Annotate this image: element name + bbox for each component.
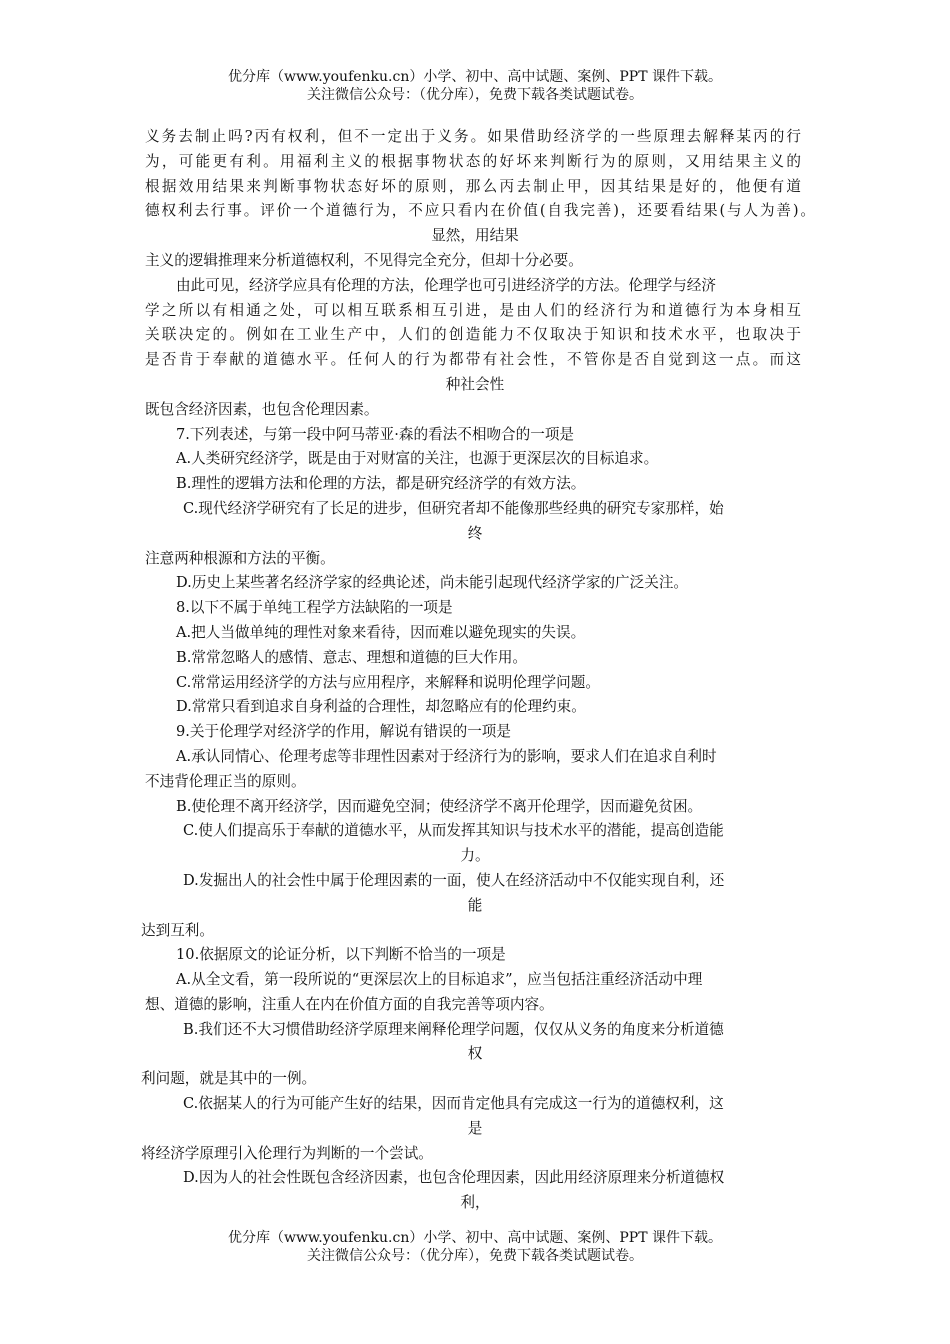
question-7: 7.下列表述，与第一段中阿马蒂亚·森的看法不相吻合的一项是 — [176, 425, 575, 443]
header-line-1: 优分库（www.youfenku.cn）小学、初中、高中试题、案例、PPT 课件下载。 — [227, 69, 722, 85]
text-line: 注意两种根源和方法的平衡。 — [145, 549, 335, 567]
option-a: A.从全文看，第一段所说的“更深层次上的目标追求”，应当包括注重经济活动中理 — [176, 971, 703, 989]
footer-line-1: 优分库（www.youfenku.cn）小学、初中、高中试题、案例、PPT 课件下载。 — [227, 1230, 722, 1246]
text-line: 关联决定的。例如在工业生产中，人们的创造能力不仅取决于知识和技术水平，也取决于 — [145, 326, 801, 344]
text-line: 是 — [467, 1119, 483, 1137]
text-line: 学之所以有相通之处，可以相互联系相互引进，是由人们的经济行为和道德行为本身相互 — [145, 301, 801, 319]
option-a: A.把人当做单纯的理性对象来看待，因而难以避免现实的失误。 — [176, 623, 586, 641]
text-line: 将经济学原理引入伦理行为判断的一个尝试。 — [141, 1144, 433, 1162]
page-header — [0, 68, 950, 104]
question-8: 8.以下不属于单纯工程学方法缺陷的一项是 — [176, 599, 453, 617]
option-b: B.使伦理不离开经济学，因而避免空洞；使经济学不离开伦理学，因而避免贫困。 — [176, 797, 703, 815]
option-a: A.承认同情心、伦理考虑等非理性因素对于经济行为的影响，要求人们在追求自利时 — [176, 747, 717, 765]
text-line: 既包含经济因素，也包含伦理因素。 — [145, 400, 379, 418]
text-line: 利， — [460, 1194, 490, 1212]
option-b: B.我们还不大习惯借助经济学原理来阐释伦理学问题，仅仅从义务的角度来分析道德 — [183, 1020, 724, 1038]
text-line: 想、道德的影响，注重人在内在价值方面的自我完善等项内容。 — [145, 995, 554, 1013]
option-c: C.使人们提高乐于奉献的道德水平，从而发挥其知识与技术水平的潜能，提高创造能 — [183, 822, 724, 840]
text-line: 为，可能更有利。用福利主义的根据事物状态的好坏来判断行为的原则，又用结果主义的 — [145, 152, 801, 170]
page-footer — [0, 1229, 950, 1265]
option-d: D.因为人的社会性既包含经济因素，也包含伦理因素，因此用经济原理来分析道德权 — [183, 1169, 725, 1187]
text-line: 是否肯于奉献的道德水平。任何人的行为都带有社会性，不管你是否自觉到这一点。而这 — [145, 351, 801, 369]
option-d: D.历史上某些著名经济学家的经典论述，尚未能引起现代经济学家的广泛关注。 — [176, 574, 689, 592]
text-line: 利问题，就是其中的一例。 — [141, 1070, 317, 1088]
text-line: 主义的逻辑推理来分析道德权利，不见得完全充分，但却十分必要。 — [145, 251, 583, 269]
text-line: 义务去制止吗?丙有权利，但不一定出于义务。如果借助经济学的一些原理去解释某丙的行 — [145, 128, 801, 145]
option-b: B.常常忽略人的感情、意志、理想和道德的巨大作用。 — [176, 648, 528, 666]
text-line: 力。 — [460, 847, 490, 865]
option-d: D.发掘出人的社会性中属于伦理因素的一面，使人在经济活动中不仅能实现自利，还 — [183, 871, 725, 889]
text-line: 终 — [467, 524, 483, 542]
paragraph-start: 由此可见，经济学应具有伦理的方法，伦理学也可引进经济学的方法。伦理学与经济 — [176, 276, 716, 294]
text-line: 达到互利。 — [141, 921, 214, 939]
document-body — [0, 125, 950, 1216]
question-10: 10.依据原文的论证分析，以下判断不恰当的一项是 — [176, 946, 506, 964]
option-b: B.理性的逻辑方法和伦理的方法，都是研究经济学的有效方法。 — [176, 475, 586, 493]
header-line-2: 关注微信公众号：（优分库），免费下载各类试题试卷。 — [307, 87, 643, 103]
question-9: 9.关于伦理学对经济学的作用，解说有错误的一项是 — [176, 723, 511, 741]
text-line: 权 — [467, 1045, 483, 1063]
footer-line-2: 关注微信公众号：（优分库），免费下载各类试题试卷。 — [307, 1248, 643, 1264]
option-c: C.依据某人的行为可能产生好的结果，因而肯定他具有完成这一行为的道德权利，这 — [183, 1095, 724, 1113]
option-d: D.常常只看到追求自身利益的合理性，却忽略应有的伦理约束。 — [176, 698, 586, 716]
text-line: 根据效用结果来判断事物状态好坏的原则，那么丙去制止甲，因其结果是好的，他便有道 — [145, 177, 801, 195]
text-line: 德权利去行事。评价一个道德行为，不应只看内在价值(自我完善)，还要看结果(与人为善)。 — [145, 202, 815, 220]
option-a: A.人类研究经济学，既是由于对财富的关注，也源于更深层次的目标追求。 — [176, 450, 659, 468]
option-c: C.现代经济学研究有了长足的进步，但研究者却不能像那些经典的研究专家那样，始 — [183, 499, 724, 517]
option-c: C.常常运用经济学的方法与应用程序，来解释和说明伦理学问题。 — [176, 673, 600, 691]
text-line: 显然，用结果 — [431, 227, 519, 245]
text-line: 能 — [467, 896, 483, 914]
text-line: 种社会性 — [445, 375, 505, 393]
text-line: 不违背伦理正当的原则。 — [145, 772, 306, 790]
